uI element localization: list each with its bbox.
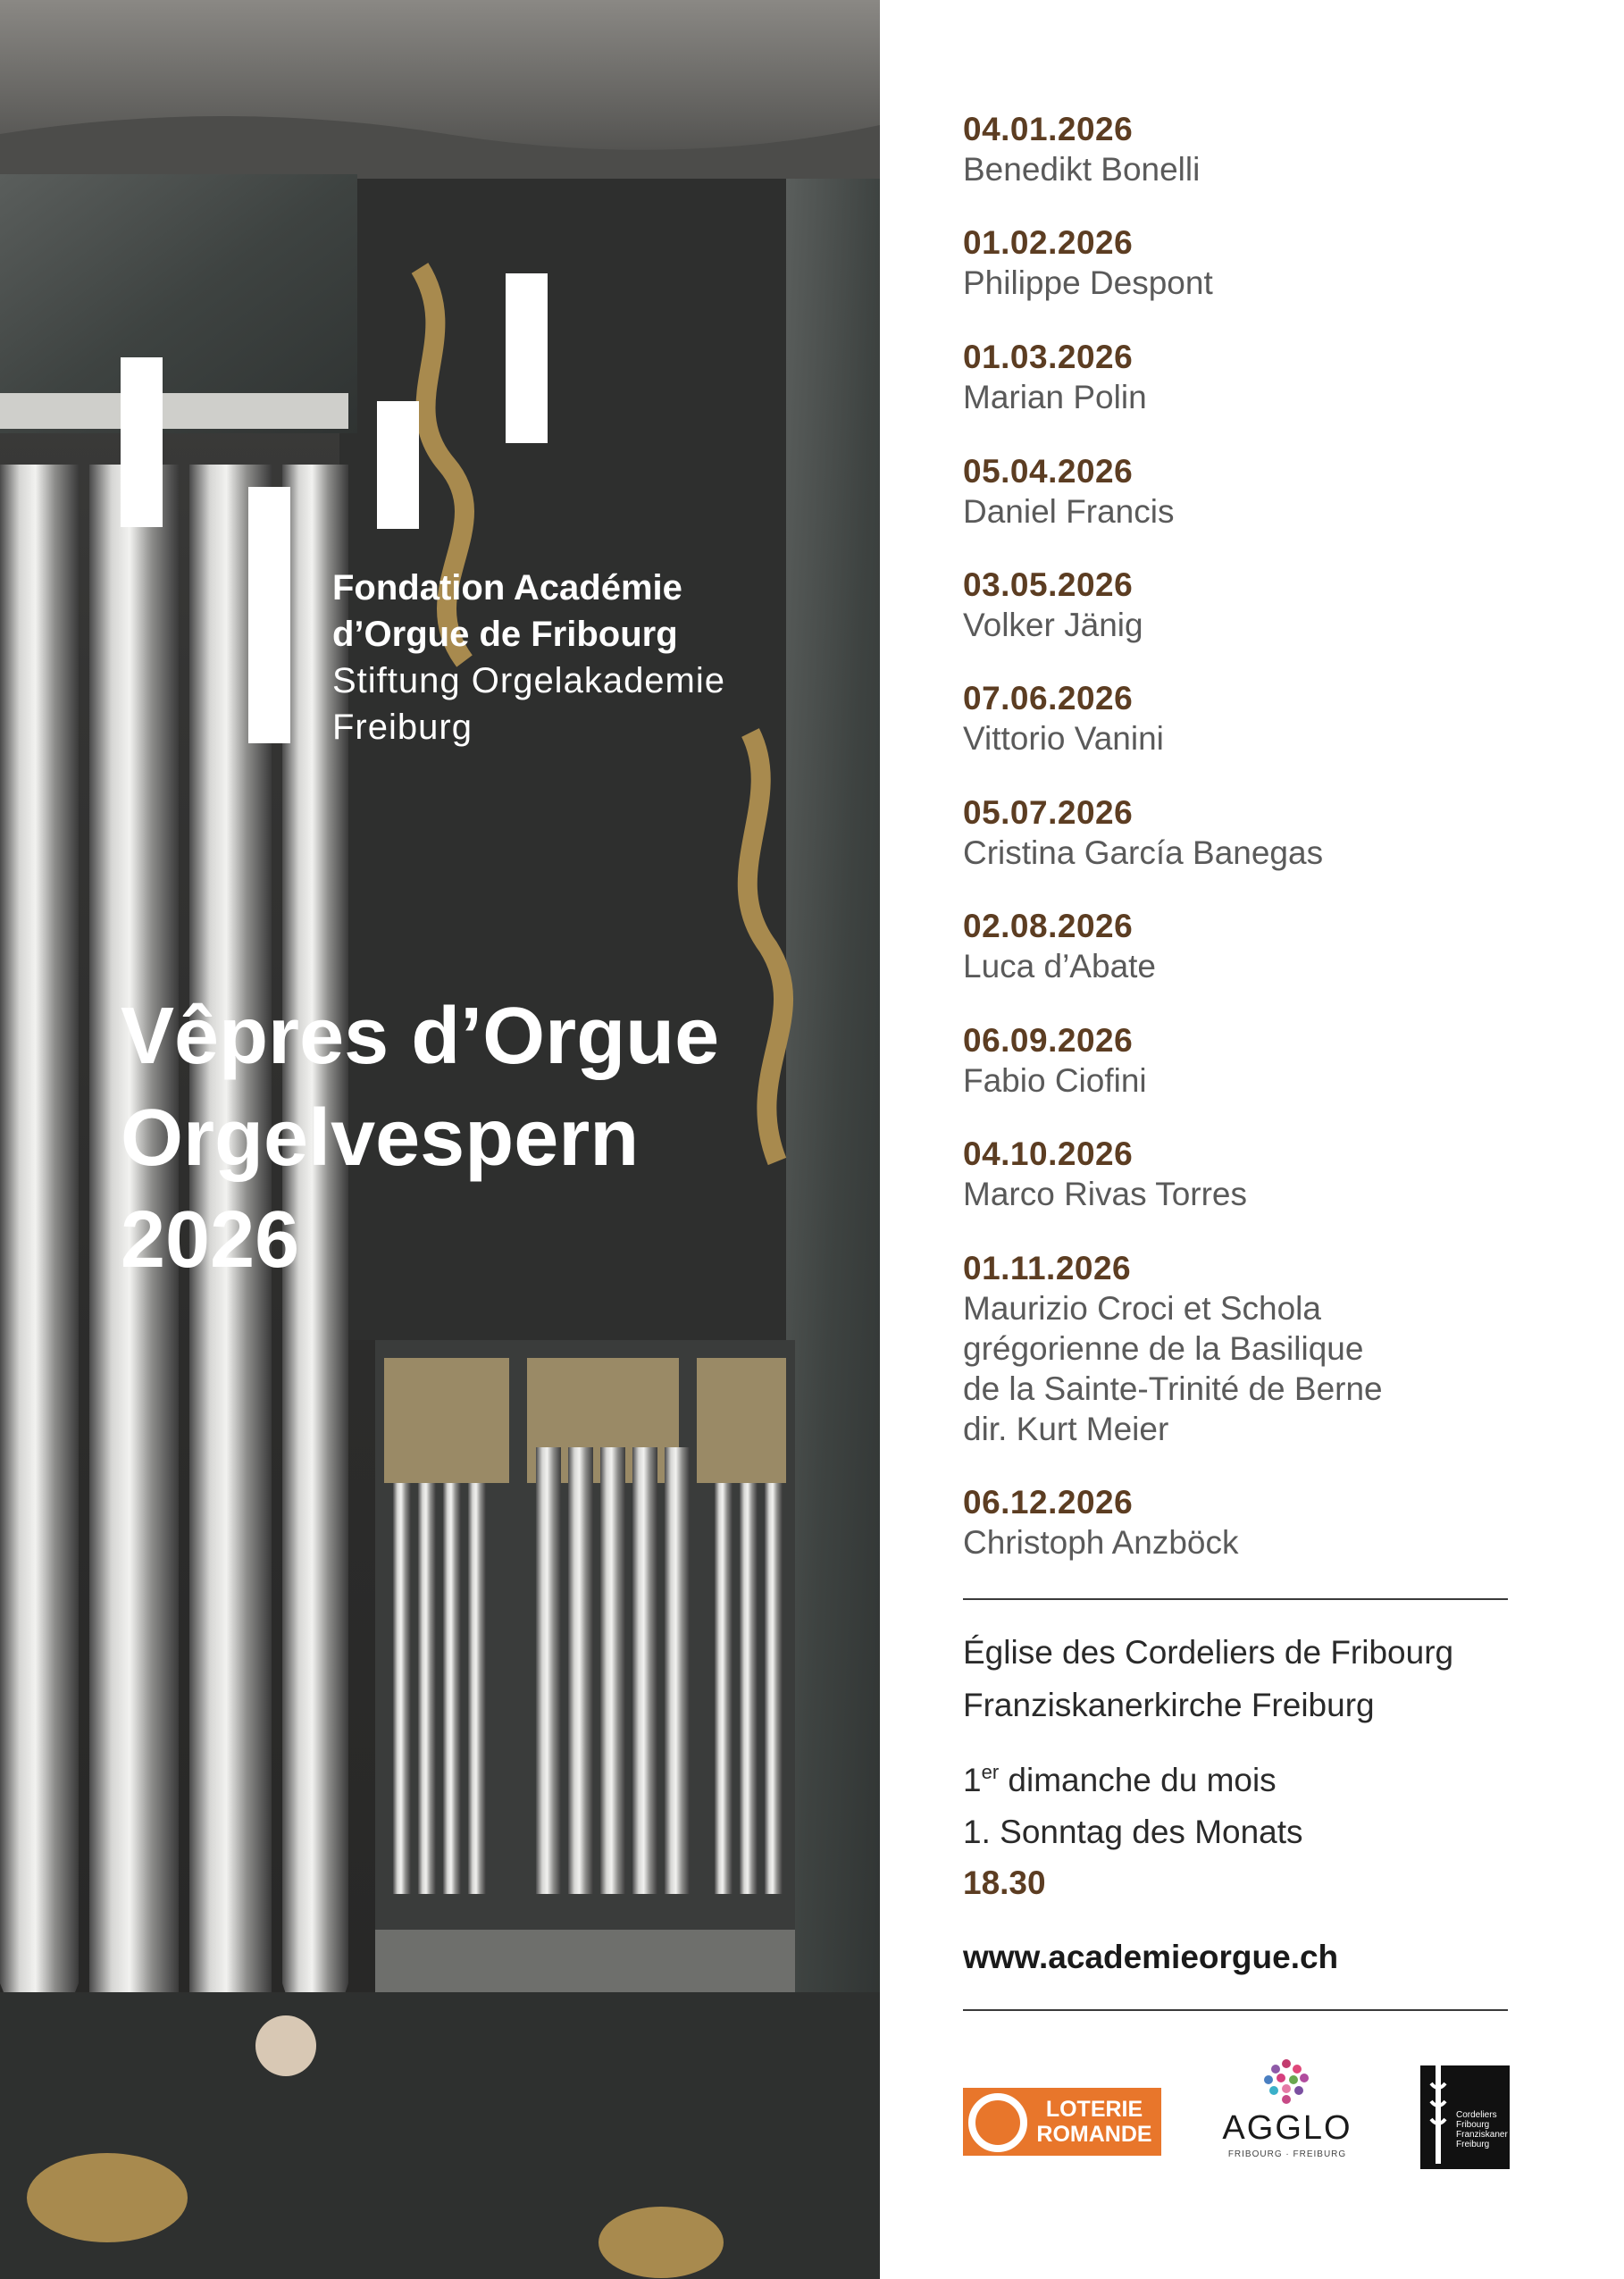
venue-de: Franziskanerkirche Freiburg [963,1687,1375,1723]
concert-item [963,109,1588,189]
headline-line-2: Orgelvespern [121,1093,640,1183]
logo-bar-2 [248,487,290,743]
concert-item [963,1248,1588,1449]
schedule-fr [963,1760,1277,1801]
concert-artist: Vittorio Vanini [963,720,1164,757]
website-link[interactable]: www.academieorgue.ch [963,1939,1339,1975]
headline-line-3: 2026 [121,1195,300,1285]
schedule-fr-rest: dimanche du mois [999,1762,1277,1798]
concert-item [963,1020,1588,1101]
concert-artist: Cristina García Banegas [963,834,1324,871]
agglo-word: AGGLO [1222,2109,1352,2147]
concert-artist: Fabio Ciofini [963,1062,1147,1099]
foundation-name-de-2: Freiburg [332,708,473,747]
concert-item [963,222,1588,303]
divider [963,2009,1508,2011]
agglo-sub: FRIBOURG · FREIBURG [1227,2149,1347,2159]
concert-date: 06.12.2026 [963,1484,1134,1521]
schedule-fr-ordinal: 1 [963,1762,982,1798]
concert-item [963,565,1588,645]
concert-date: 01.11.2026 [963,1250,1132,1286]
poster-headline [121,985,719,1291]
concert-artist: Philippe Despont [963,264,1213,301]
concert-date: 03.05.2026 [963,566,1134,603]
concert-artist: Marian Polin [963,379,1147,415]
concert-artist: Marco Rivas Torres [963,1176,1248,1212]
foundation-name-fr-1: Fondation Académie [332,568,682,607]
cordeliers-line-2: Fribourg [1456,2120,1490,2130]
cordeliers-logo [1420,2057,1510,2169]
concert-artist: Benedikt Bonelli [963,151,1201,188]
concert-artist: Volker Jänig [963,607,1143,643]
concert-date: 06.09.2026 [963,1022,1134,1059]
cordeliers-line-1: Cordeliers [1456,2110,1497,2120]
loterie-romande-logo [963,2088,1161,2156]
cordeliers-line-3: Franziskaner [1456,2130,1508,2140]
divider [963,1598,1508,1600]
concert-date: 01.02.2026 [963,224,1134,261]
concert-item [963,1482,1588,1563]
concert-item [963,792,1588,873]
headline-line-1: Vêpres d’Orgue [121,992,720,1081]
concert-item [963,906,1588,986]
concert-item [963,1134,1588,1214]
concert-time: 18.30 [963,1864,1046,1901]
cordeliers-line-4: Freiburg [1456,2140,1490,2149]
agglo-logo [1215,2055,1358,2162]
loterie-ring-icon [968,2093,1027,2152]
concert-date: 07.06.2026 [963,680,1134,716]
concert-item [963,337,1588,417]
loterie-line-2: ROMANDE [1036,2122,1152,2147]
concert-artist: Christoph Anzböck [963,1524,1239,1561]
schedule-fr-sup: er [981,1761,1000,1783]
concert-artist: Daniel Francis [963,493,1175,530]
venue-fr: Église des Cordeliers de Fribourg [963,1634,1454,1671]
concert-artist: Luca d’Abate [963,948,1157,984]
concert-date: 05.07.2026 [963,794,1134,831]
concert-item [963,451,1588,532]
foundation-name-fr-2: d’Orgue de Fribourg [332,615,678,654]
logo-bar-3 [377,401,419,529]
concert-artist: Maurizio Croci et Schola grégorienne de la Basilique de la Sainte-Trinité de Berne dir. Kurt Meier [963,1290,1383,1447]
concert-date: 02.08.2026 [963,908,1134,944]
loterie-line-1: LOTERIE [1045,2097,1143,2122]
foundation-name [332,565,725,750]
concert-item [963,678,1588,758]
schedule-de: 1. Sonntag des Monats [963,1814,1303,1850]
concert-date: 04.01.2026 [963,111,1134,147]
agglo-dots-icon [1215,2055,1358,2108]
foundation-name-de-1: Stiftung Orgelakademie [332,661,726,700]
concert-date: 04.10.2026 [963,1135,1134,1172]
concert-date: 05.04.2026 [963,453,1134,490]
concert-date: 01.03.2026 [963,339,1134,375]
logo-bar-4 [506,273,548,443]
logo-bar-1 [121,357,163,527]
